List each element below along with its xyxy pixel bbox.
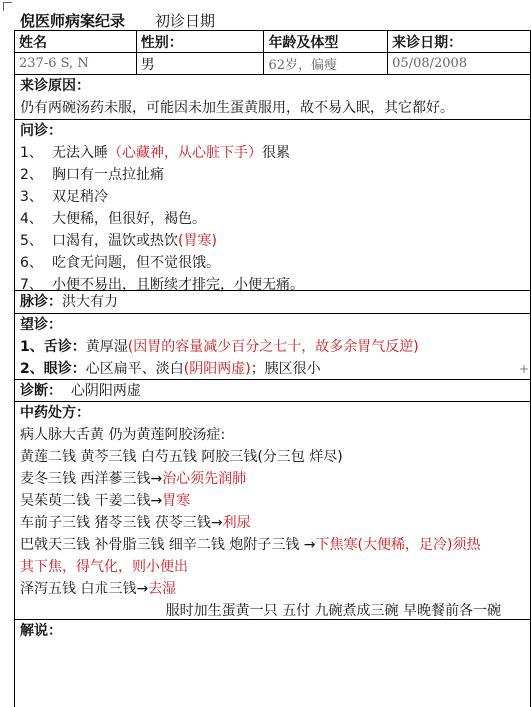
reason-label: 来诊原因： <box>20 78 90 94</box>
explain-section <box>14 620 531 707</box>
inquiry-item <box>20 252 525 274</box>
observe-section <box>14 314 531 380</box>
expand-icon[interactable]: + <box>518 362 529 376</box>
herb-line-note: 去湿 <box>148 581 177 597</box>
inquiry-item-text: 口渴有，温饮或热饮 <box>52 233 178 249</box>
herb-line-text: 泽泻五钱 白朮三钱→ <box>20 581 149 597</box>
date-label: 来诊日期： <box>388 31 531 53</box>
inquiry-item-text: 无法入睡 <box>52 145 108 161</box>
tongue-note: (因胃的容量减少百分之七十，故多余胃气反逆) <box>127 339 419 355</box>
herbs-label: 中药处方： <box>20 405 90 421</box>
inquiry-item-text: 小便不易出，且断续才排完，小便无痛。 <box>52 277 304 293</box>
inquiry-item-text: 大便稀，但很好，褐色。 <box>52 211 206 227</box>
name-label: 姓名 <box>15 31 137 53</box>
inquiry-item-number: 1、 <box>20 145 43 161</box>
name-value: 237-6 S, N <box>15 53 137 75</box>
page-title: 倪医师病案纪录 <box>20 12 126 30</box>
herb-line-note: 利尿 <box>222 515 251 531</box>
herb-line-note: 其下焦，得气化，则小便出 <box>20 559 188 575</box>
inquiry-item-number: 7、 <box>20 277 43 293</box>
pulse-label: 脉诊： <box>20 294 62 310</box>
herb-line-text: 麦冬三钱 西洋蔘三钱→ <box>20 471 163 487</box>
eye-after: ；胰区很小 <box>250 361 321 377</box>
herb-line-text: 吴茱萸二钱 干姜二钱→ <box>20 493 163 509</box>
eye-label: 2、眼诊： <box>20 361 86 377</box>
inquiry-item-note: (胃寒) <box>178 233 217 249</box>
herb-line <box>20 468 525 490</box>
herb-line-note: 下焦寒(大便稀，足冷)须热 <box>315 537 481 553</box>
inquiry-section <box>14 120 531 291</box>
herb-list <box>20 446 525 600</box>
herbs-intro: 病人脉大舌黄 仍为黄莲阿胶汤症: <box>20 427 226 443</box>
inquiry-item-number: 6、 <box>20 255 43 271</box>
gender-value: 男 <box>136 53 264 75</box>
explain-label: 解说： <box>20 623 62 639</box>
patient-info-table <box>14 30 531 75</box>
gender-label: 性别： <box>136 31 264 53</box>
inquiry-item-number: 4、 <box>20 211 43 227</box>
pulse-text: 洪大有力 <box>62 294 118 310</box>
herb-line-text: 车前子三钱 猪苓三钱 茯苓三钱→ <box>20 515 223 531</box>
inquiry-item-number: 2、 <box>20 167 43 183</box>
diagnosis-text: 心阴阳两虚 <box>70 383 141 399</box>
herb-line <box>20 578 525 600</box>
reason-section <box>14 75 531 120</box>
page-corner-mark <box>3 2 12 11</box>
inquiry-item-text: 吃食无问题，但不觉很饿。 <box>52 255 220 271</box>
inquiry-item-number: 5、 <box>20 233 43 249</box>
inquiry-item <box>20 142 525 164</box>
diagnosis-label: 诊断： <box>20 383 62 399</box>
inquiry-item <box>20 164 525 186</box>
tongue-label: 1、舌诊： <box>20 339 86 355</box>
inquiry-item <box>20 186 525 208</box>
herbs-section <box>14 402 531 620</box>
herb-line-note: 胃寒 <box>162 493 191 509</box>
herb-line <box>20 446 525 468</box>
date-value: 05/08/2008 <box>388 53 531 75</box>
inquiry-item <box>20 230 525 252</box>
pulse-section <box>14 291 531 314</box>
herb-line <box>20 556 525 578</box>
inquiry-item <box>20 208 525 230</box>
herbs-instructions: 服时加生蛋黄一只 五付 九碗煮成三碗 早晚餐前各一碗 <box>165 603 501 619</box>
herb-line <box>20 534 525 556</box>
inquiry-list <box>20 142 525 296</box>
eye-note: (阴阳两虚) <box>183 361 251 377</box>
eye-text: 心区扁平、淡白 <box>85 361 184 377</box>
observe-label: 望诊： <box>20 317 62 333</box>
herb-line-text: 巴戟天三钱 补骨脂三钱 细辛二钱 炮附子三钱 → <box>20 537 316 553</box>
reason-text: 仍有两碗汤药未服，可能因未加生蛋黄服用，故不易入眠，其它都好。 <box>20 100 454 116</box>
age-label: 年龄及体型 <box>264 31 388 53</box>
inquiry-item-after: 很累 <box>262 145 290 161</box>
herb-line <box>20 512 525 534</box>
herb-line <box>20 490 525 512</box>
age-value: 62岁，偏瘦 <box>264 53 388 75</box>
info-value-row <box>15 53 531 75</box>
visit-date-label: 初诊日期 <box>155 12 216 30</box>
info-header-row <box>15 31 531 53</box>
herb-line-note: 治心须先润肺 <box>162 471 247 487</box>
inquiry-item-note: （心藏神，从心脏下手） <box>108 145 262 161</box>
herb-line-text: 黄莲二钱 黄芩三钱 白芍五钱 阿胶三钱(分三包 烊尽) <box>20 449 343 465</box>
inquiry-label: 问诊： <box>20 123 62 139</box>
inquiry-item-number: 3、 <box>20 189 43 205</box>
inquiry-item-text: 双足稍冷 <box>52 189 108 205</box>
inquiry-item-text: 胸口有一点拉扯痛 <box>52 167 164 183</box>
tongue-text: 黄厚湿 <box>85 339 128 355</box>
diagnosis-section <box>14 380 531 402</box>
